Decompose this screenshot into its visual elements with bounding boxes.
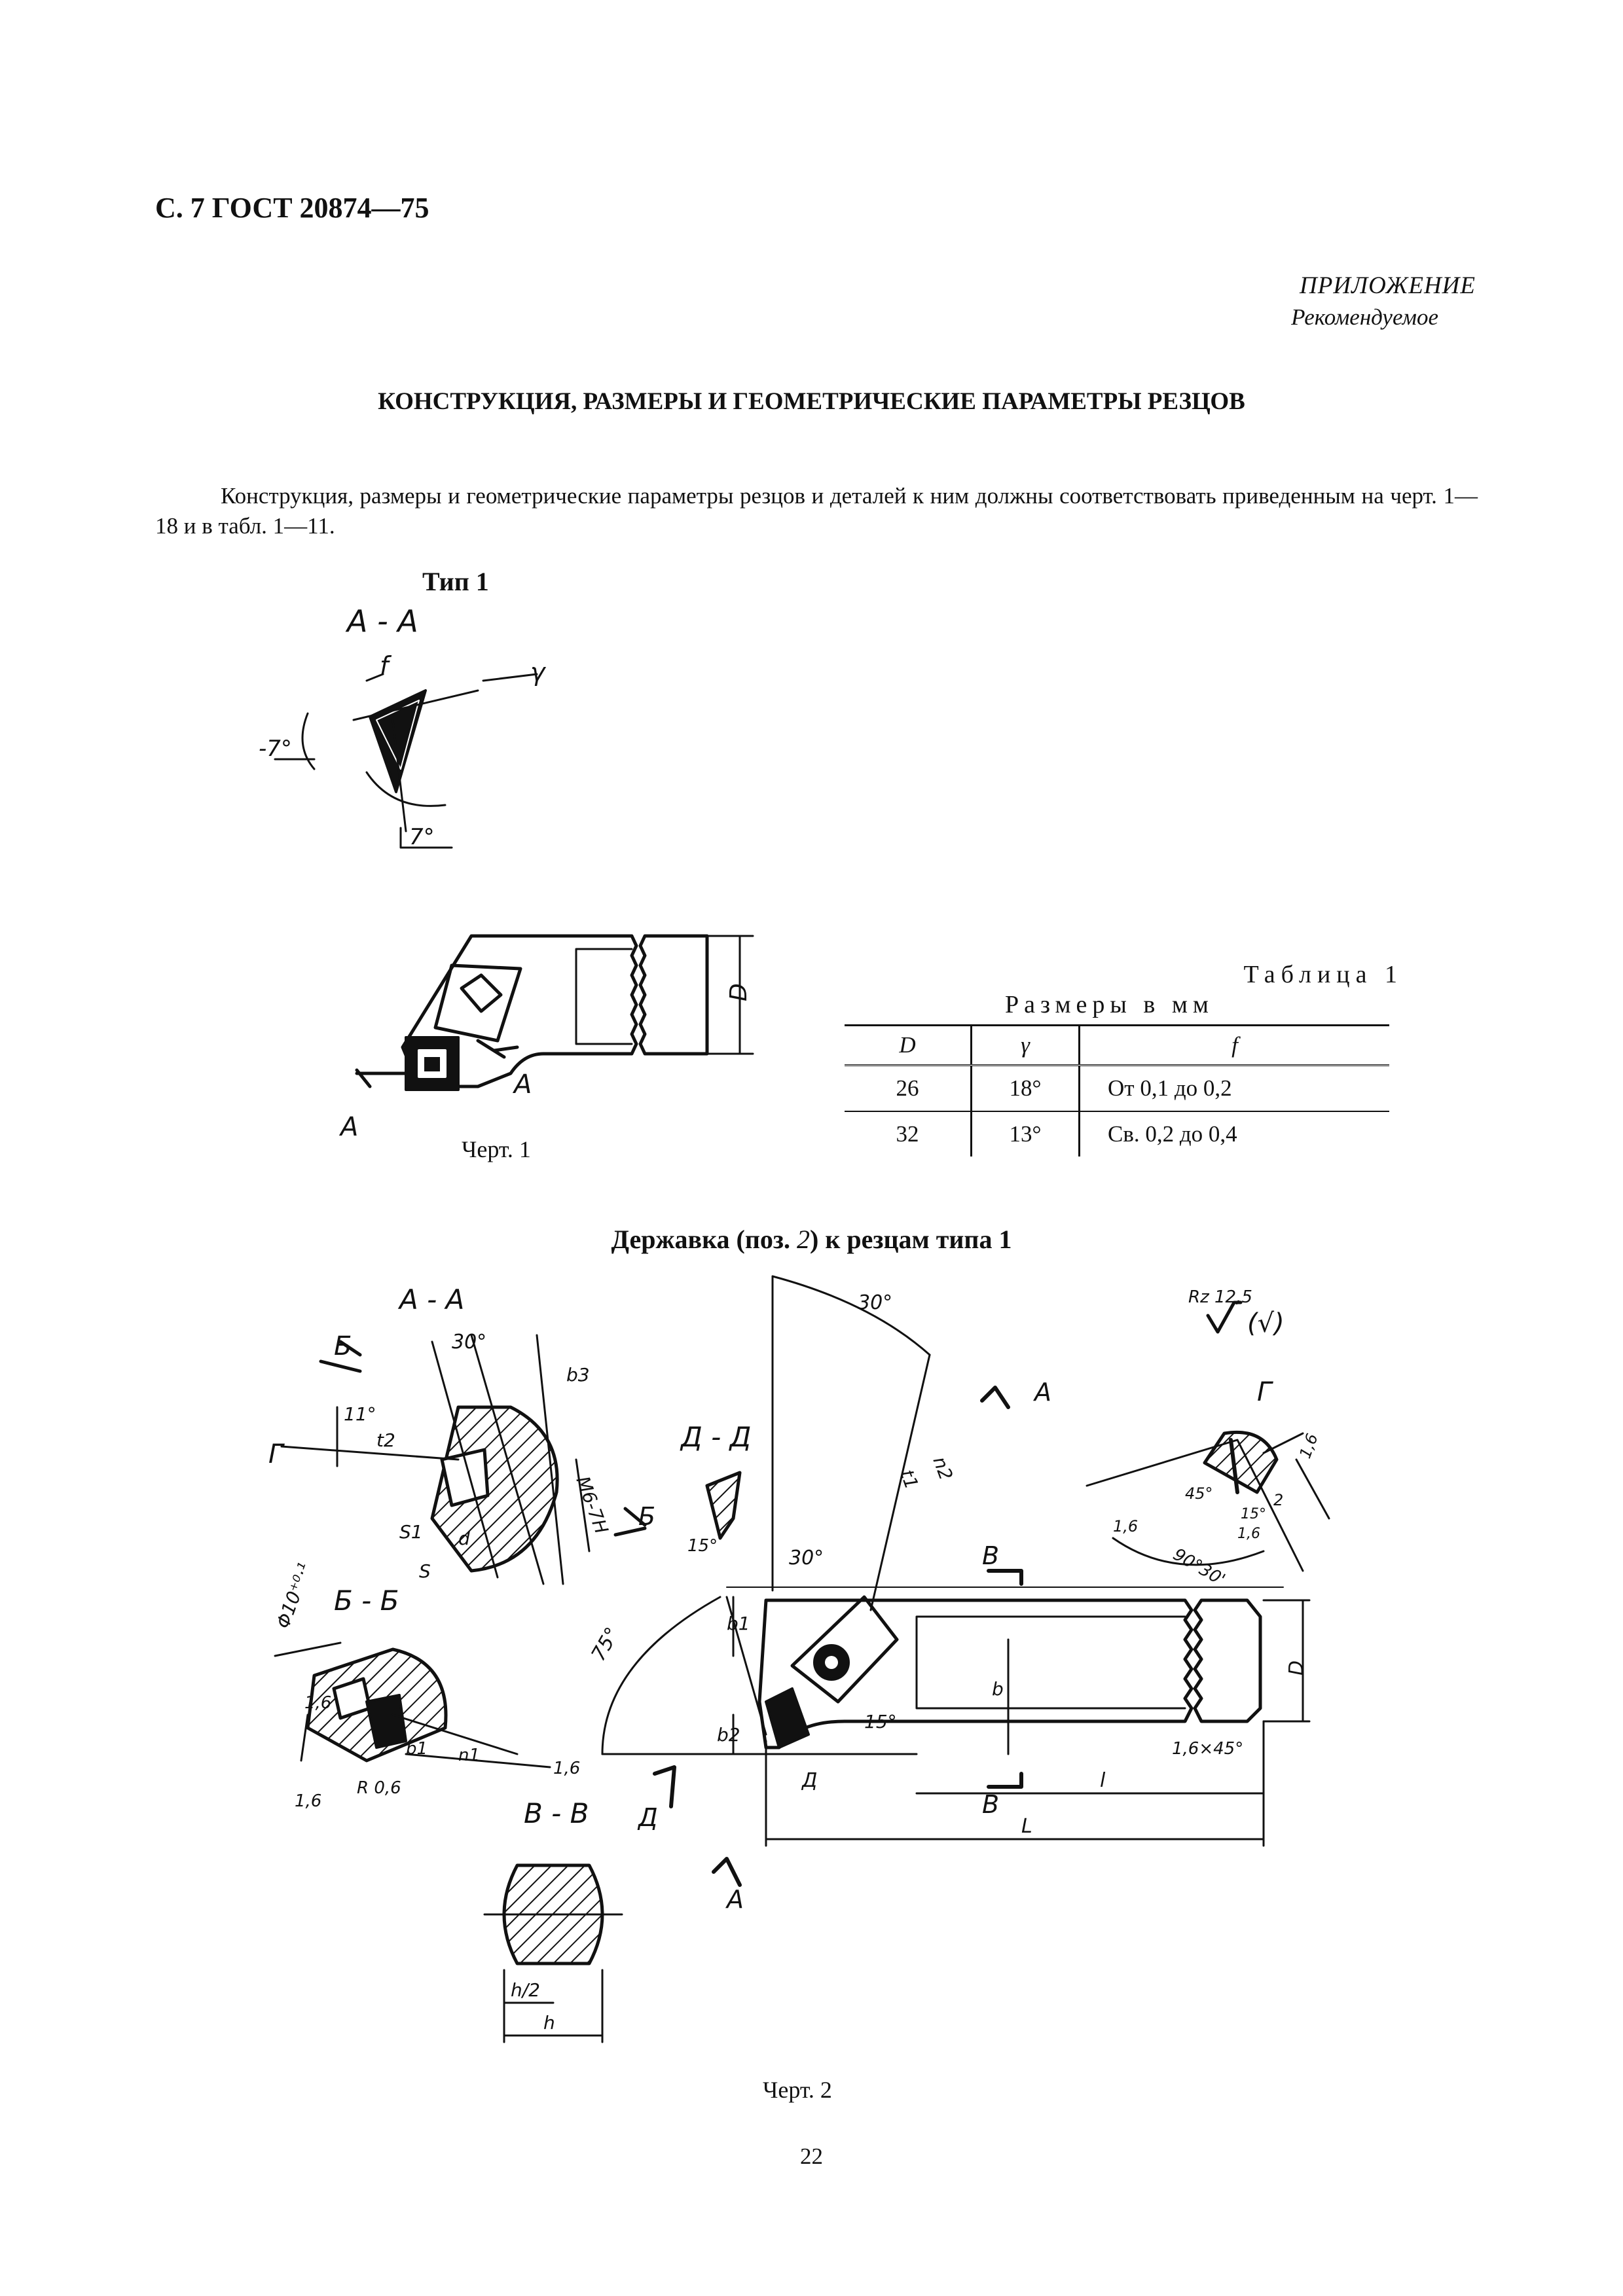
holder-section-b-b bbox=[272, 1560, 581, 1811]
page-header: С. 7 ГОСТ 20874—75 bbox=[155, 192, 429, 224]
dim-bigl: L bbox=[1021, 1815, 1032, 1838]
col-header-gamma: γ bbox=[972, 1026, 1080, 1066]
dim-line bbox=[483, 674, 537, 681]
label-dd: Д - Д bbox=[681, 1421, 752, 1453]
col-header-f: f bbox=[1080, 1026, 1390, 1066]
label-minus7: -7° bbox=[259, 736, 292, 762]
dim-phi: Φ10⁺⁰·¹ bbox=[272, 1560, 316, 1632]
dim-15-g: 15° bbox=[1241, 1506, 1266, 1522]
table1-units: Размеры в мм bbox=[1005, 991, 1214, 1018]
dim-r06: R 0,6 bbox=[357, 1778, 401, 1798]
label-vv: В - В bbox=[524, 1797, 589, 1829]
dim-b3: b3 bbox=[566, 1364, 590, 1386]
label-v-top: В bbox=[982, 1541, 1000, 1570]
holder-end bbox=[1195, 1600, 1260, 1721]
section-a-a-type1 bbox=[259, 603, 547, 850]
dim-75: 75° bbox=[587, 1623, 625, 1665]
dim-16d: 1,6 bbox=[1113, 1517, 1139, 1535]
tool-inner-line bbox=[576, 949, 632, 1044]
label-v-bottom: В bbox=[982, 1790, 1000, 1819]
label-7: 7° bbox=[409, 824, 435, 850]
dim-16a: 1,6 bbox=[304, 1693, 332, 1713]
label-g-view: Г bbox=[1257, 1377, 1272, 1407]
roughness-mark bbox=[1188, 1287, 1285, 1338]
holder-inner bbox=[917, 1617, 1185, 1708]
table-cell: 13° bbox=[972, 1111, 1080, 1157]
table1-caption: Таблица 1 bbox=[1243, 961, 1403, 988]
table-cell: 26 bbox=[845, 1066, 972, 1112]
dim-n2: n2 bbox=[928, 1454, 957, 1483]
intro-paragraph: Конструкция, размеры и геометрические параметры резцов и деталей к ним должны соответствовать приведенным на черт. 1—18 и в табл. 1—11. bbox=[155, 483, 1478, 539]
dim-b1: b1 bbox=[406, 1739, 428, 1759]
roughness-general: (√) bbox=[1247, 1308, 1285, 1338]
type1-heading: Тип 1 bbox=[422, 567, 489, 596]
dim-d-small: d bbox=[458, 1528, 470, 1549]
table-cell: 32 bbox=[896, 1121, 919, 1147]
dim-16b: 1,6 bbox=[295, 1791, 322, 1811]
dim-t2: t2 bbox=[376, 1429, 395, 1451]
dim-30-top: 30° bbox=[858, 1291, 893, 1314]
holder-heading-post: ) к резцам типа 1 bbox=[810, 1225, 1012, 1254]
dim-arc-75 bbox=[602, 1597, 720, 1754]
dim-11: 11° bbox=[344, 1403, 376, 1425]
holder-heading-pre: Державка (поз. bbox=[611, 1225, 797, 1254]
page-number: 22 bbox=[800, 2144, 823, 2169]
dim-2: 2 bbox=[1273, 1491, 1284, 1509]
label-a-right: А bbox=[514, 1069, 532, 1100]
appendix-status: Рекомендуемое bbox=[1291, 304, 1438, 330]
dim-b2-main: b2 bbox=[717, 1724, 740, 1746]
holder-insert-seat bbox=[766, 1689, 809, 1748]
dim-45: 45° bbox=[1185, 1484, 1213, 1503]
holder-main-view bbox=[587, 1276, 1309, 1914]
dim-m6: M6-7H bbox=[572, 1473, 613, 1537]
dim-t1t2: t1 bbox=[896, 1467, 923, 1492]
holder-heading-pos: 2 bbox=[797, 1225, 810, 1254]
label-a-bottom: А bbox=[727, 1885, 744, 1914]
dim-chamfer: 1,6×45° bbox=[1172, 1739, 1244, 1759]
page-title: КОНСТРУКЦИЯ, РАЗМЕРЫ И ГЕОМЕТРИЧЕСКИЕ ПАРАМЕТРЫ РЕЗЦОВ bbox=[378, 388, 1245, 415]
appendix-label: ПРИЛОЖЕНИЕ bbox=[1300, 272, 1476, 299]
table-cell: От 0,1 до 0,2 bbox=[1080, 1066, 1390, 1112]
section-mark-a-bottom bbox=[714, 1859, 740, 1885]
dim-s: S bbox=[419, 1560, 431, 1582]
label-aa: А - А bbox=[399, 1283, 465, 1316]
section-label: А - А bbox=[347, 603, 418, 639]
table-cell: Св. 0,2 до 0,4 bbox=[1080, 1111, 1390, 1157]
holder-section-a-a bbox=[268, 1283, 655, 1584]
table-cell: 18° bbox=[972, 1066, 1080, 1112]
holder-section-v-v bbox=[484, 1797, 622, 2042]
dim-h2: h/2 bbox=[511, 1979, 540, 2001]
dim-15-main: 15° bbox=[864, 1711, 897, 1732]
figure1-caption: Черт. 1 bbox=[462, 1136, 531, 1162]
holder-section-d-d bbox=[680, 1421, 751, 1556]
dim-b-main: b bbox=[992, 1678, 1004, 1700]
dim-15-dd: 15° bbox=[687, 1536, 718, 1556]
dim-90: 90°30' bbox=[1169, 1545, 1229, 1590]
label-d: D bbox=[725, 983, 752, 1001]
dim-16-right: 1,6 bbox=[1296, 1431, 1322, 1462]
dim-16e: 1,6 bbox=[1237, 1526, 1260, 1542]
dim-30-mid: 30° bbox=[789, 1547, 824, 1570]
col-header-d: D bbox=[845, 1026, 972, 1066]
label-a-left: А bbox=[340, 1112, 359, 1142]
label-b: Б bbox=[334, 1331, 352, 1361]
label-bb: Б - Б bbox=[334, 1585, 399, 1617]
section-mark-left bbox=[357, 1070, 406, 1086]
roughness-value: Rz 12,5 bbox=[1188, 1287, 1252, 1307]
label-gamma: γ bbox=[530, 658, 545, 687]
dim-h: h bbox=[543, 2012, 555, 2034]
dim-30-aa: 30° bbox=[452, 1331, 487, 1354]
clamp-screw bbox=[462, 975, 501, 1011]
label-b2: Б bbox=[638, 1502, 656, 1531]
section-mark-d bbox=[655, 1767, 674, 1806]
g-body bbox=[1205, 1432, 1277, 1492]
insert-pin bbox=[424, 1057, 440, 1071]
label-g: Г bbox=[268, 1439, 283, 1469]
tool-shank-end bbox=[640, 936, 707, 1054]
dd-body bbox=[707, 1473, 740, 1538]
label-d-bottom: Д bbox=[638, 1803, 658, 1832]
dim-arc bbox=[367, 772, 445, 806]
label-f: f bbox=[380, 651, 389, 680]
dim-16c: 1,6 bbox=[553, 1759, 581, 1778]
dim-l: l bbox=[1100, 1769, 1106, 1792]
dim-n1: n1 bbox=[458, 1746, 481, 1765]
holder-view-g bbox=[1087, 1377, 1329, 1590]
dim-s1: S1 bbox=[399, 1521, 423, 1543]
label-d-small: Д bbox=[802, 1769, 818, 1792]
dim-arc-30 bbox=[773, 1276, 930, 1355]
holder-pocket bbox=[792, 1597, 897, 1702]
holder-screw-hole bbox=[825, 1656, 838, 1669]
section-mark-a-top bbox=[982, 1388, 1008, 1407]
dim-b1-main: b1 bbox=[727, 1613, 750, 1634]
figure2-caption: Черт. 2 bbox=[763, 2077, 832, 2103]
section-mark-right bbox=[478, 1041, 517, 1057]
dim-d-main: D bbox=[1285, 1660, 1308, 1676]
label-a-top: А bbox=[1034, 1378, 1051, 1407]
dim-arc bbox=[302, 713, 314, 769]
figure1-tool bbox=[338, 936, 753, 1142]
